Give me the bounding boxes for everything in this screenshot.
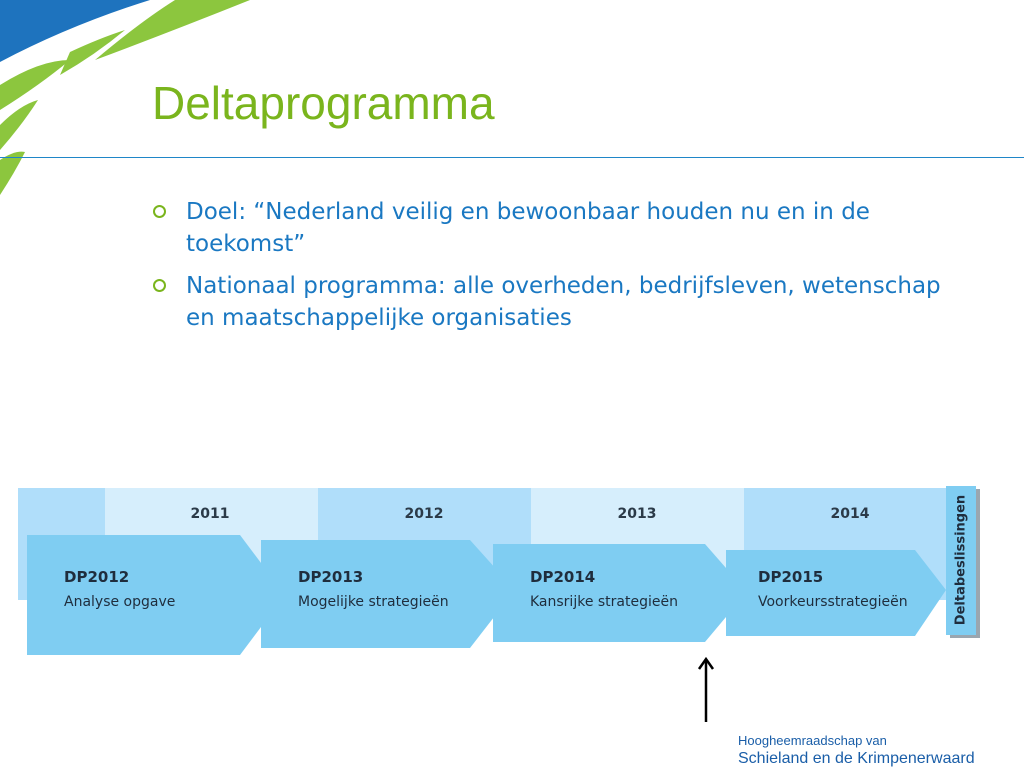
year-label-2012: 2012: [404, 506, 444, 522]
title-divider: [0, 157, 1024, 158]
phase-desc-dp2015: Voorkeursstrategieën: [758, 594, 908, 610]
corner-green-stripe-5: [0, 152, 25, 195]
bullet-text: Nationaal programma: alle overheden, bedrijfsleven, wetenschap en maatschappelijke organisaties: [186, 273, 941, 331]
phase-code-dp2014: DP2014: [530, 568, 596, 586]
org-name-line1: Hoogheemraadschap van: [738, 733, 887, 748]
phase-code-dp2015: DP2015: [758, 568, 824, 586]
bullet-circle-icon: [153, 279, 166, 292]
corner-green-stripe-4: [0, 100, 38, 150]
bullet-item: [148, 270, 968, 334]
phase-desc-dp2013: Mogelijke strategieën: [298, 594, 449, 610]
phase-chevron-dp2015: [726, 550, 946, 636]
bullet-item: [148, 196, 968, 260]
bullet-text: Doel: “Nederland veilig en bewoonbaar houden nu en in de toekomst”: [186, 199, 870, 257]
year-label-2014: 2014: [830, 506, 870, 522]
phase-code-dp2013: DP2013: [298, 568, 364, 586]
phase-desc-dp2014: Kansrijke strategieën: [530, 594, 678, 610]
year-label-2013: 2013: [617, 506, 657, 522]
bullet-circle-icon: [153, 205, 166, 218]
year-label-2011: 2011: [190, 506, 230, 522]
phase-desc-dp2012: Analyse opgave: [64, 594, 176, 610]
timeline-diagram: [0, 480, 990, 665]
current-position-arrow-icon: [696, 656, 716, 724]
final-label: Deltabeslissingen: [953, 494, 969, 626]
phase-code-dp2012: DP2012: [64, 568, 130, 586]
org-name-line2: Schieland en de Krimpenerwaard: [738, 750, 975, 767]
corner-green-stripe-2: [60, 30, 125, 75]
bullet-list: [148, 196, 968, 344]
organization-logo-text: [738, 733, 975, 768]
slide-title: Deltaprogramma: [152, 77, 495, 129]
phase-chevron-dp2014: [493, 544, 747, 642]
